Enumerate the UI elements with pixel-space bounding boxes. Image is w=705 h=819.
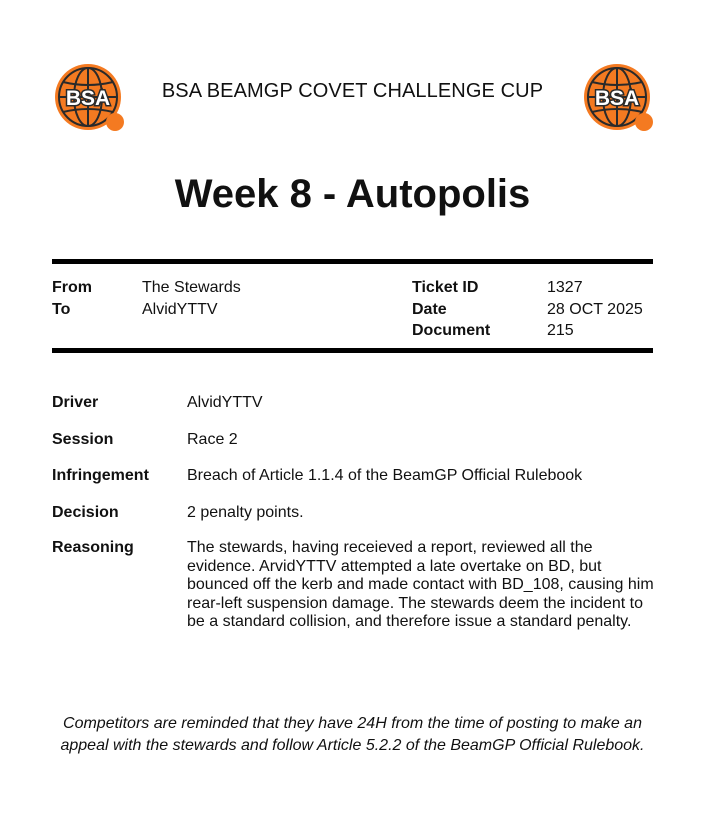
driver-label: Driver [52, 394, 99, 411]
svg-text:BSA: BSA [594, 87, 640, 110]
championship-title: BSA BEAMGP COVET CHALLENGE CUP [161, 80, 544, 102]
divider [52, 259, 653, 264]
infringement-value: Breach of Article 1.1.4 of the BeamGP Official Rulebook [187, 467, 583, 484]
driver-value: AlvidYTTV [187, 394, 263, 411]
from-value: The Stewards [142, 279, 241, 296]
date-value: 28 OCT 2025 [547, 301, 643, 318]
decision-label: Decision [52, 504, 119, 521]
page-title: Week 8 - Autopolis [174, 172, 531, 216]
document-value: 215 [547, 322, 574, 339]
to-label: To [52, 301, 71, 318]
decision-value: 2 penalty points. [187, 504, 304, 521]
reasoning-label: Reasoning [52, 539, 134, 556]
ticket-id-value: 1327 [547, 279, 583, 296]
session-label: Session [52, 431, 114, 448]
document-label: Document [412, 322, 491, 339]
infringement-label: Infringement [52, 467, 149, 484]
divider [52, 348, 653, 353]
appeal-notice: Competitors are reminded that they have 24H from the time of posting to make an appeal with the stewards and follow Article 5.2.2 of the BeamGP Official Rulebook. [60, 715, 645, 754]
session-value: Race 2 [187, 431, 238, 448]
date-label: Date [412, 301, 447, 318]
ticket-id-label: Ticket ID [412, 279, 479, 296]
from-label: From [52, 279, 92, 296]
svg-text:BSA: BSA [65, 87, 111, 110]
to-value: AlvidYTTV [142, 301, 218, 318]
reasoning-value: The stewards, having receieved a report, reviewed all the evidence. ArvidYTTV attempted a late overtake on BD, but bounced off the kerb and made contact with BD_108, causing him rear-left suspension damage. The stewards deem the incident to be a standard collision, and therefore issue a standard penalty. [187, 539, 654, 630]
